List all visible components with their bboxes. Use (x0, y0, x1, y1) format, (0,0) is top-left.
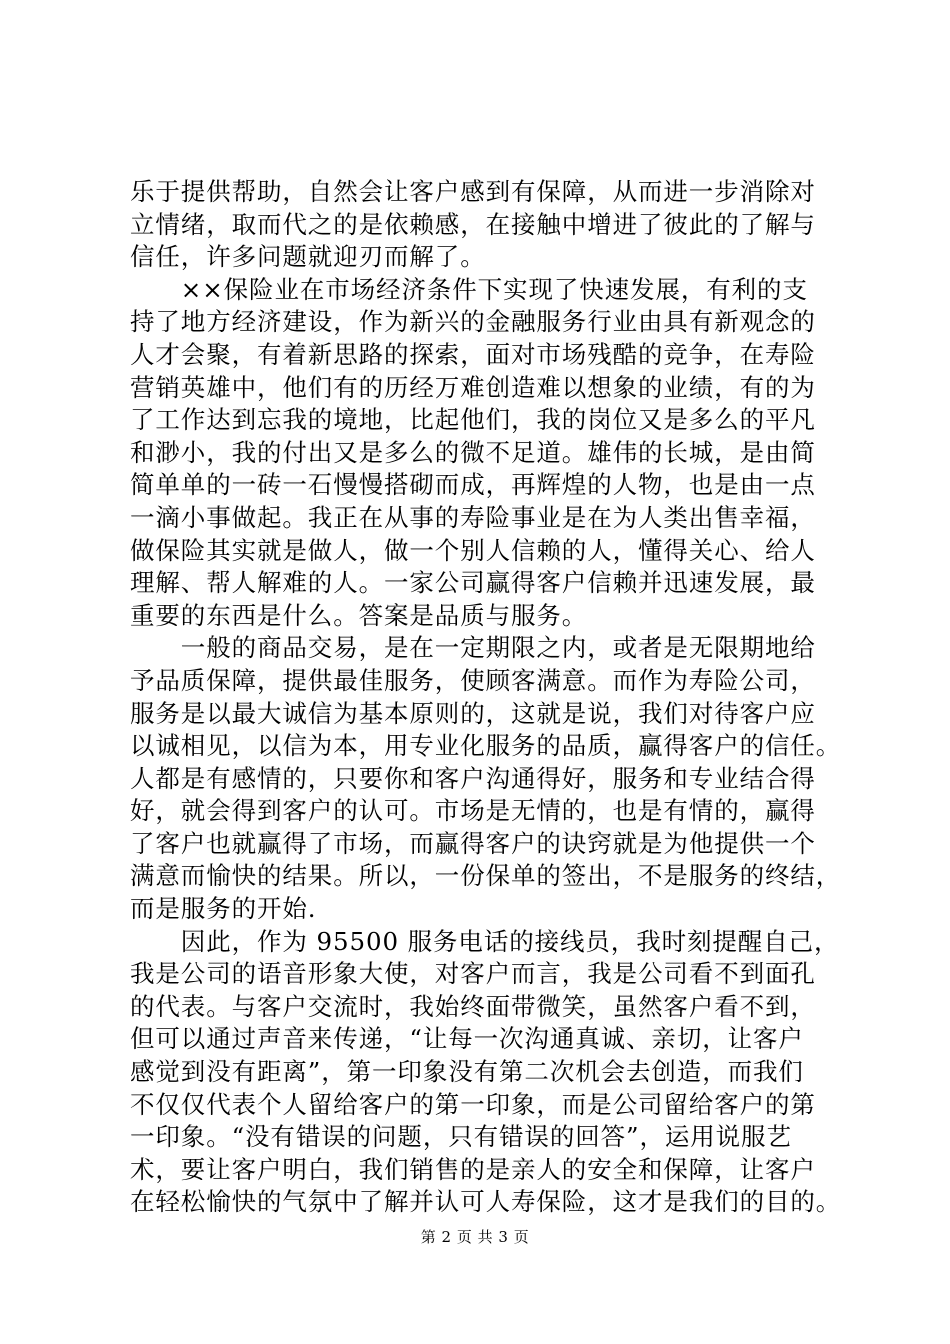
text-line: 满意而愉快的结果。所以，一份保单的签出，不是服务的终结， (130, 861, 842, 891)
page-footer (0, 1226, 950, 1247)
text-line: 做保险其实就是做人，做一个别人信赖的人，懂得关心、给人 (130, 535, 816, 565)
text-line: 和渺小，我的付出又是多么的微不足道。雄伟的长城，是由简 (130, 437, 816, 467)
text-line: 而是服务的开始. (130, 894, 317, 924)
body-text (130, 176, 842, 1219)
text-line: 好，就会得到客户的认可。市场是无情的，也是有情的，赢得 (130, 796, 816, 826)
text-line: 感觉到没有距离”，第一印象没有第二次机会去创造，而我们 (130, 1057, 804, 1087)
text-line: 乐于提供帮助，自然会让客户感到有保障，从而进一步消除对 (130, 177, 816, 206)
text-line: 术，要让客户明白，我们销售的是亲人的安全和保障，让客户 (130, 1154, 816, 1184)
text-line: 持了地方经济建设，作为新兴的金融服务行业由具有新观念的 (130, 307, 816, 337)
text-line: 我是公司的语音形象大使，对客户而言，我是公司看不到面孔 (130, 959, 816, 989)
text-line: 在轻松愉快的气氛中了解并认可人寿保险，这才是我们的目的。 (130, 1187, 842, 1217)
text-line: 一般的商品交易，是在一定期限之内，或者是无限期地给 (130, 633, 816, 663)
text-line: 立情绪，取而代之的是依赖感，在接触中增进了彼此的了解与 (130, 209, 816, 239)
text-line: 因此，作为 95500 服务电话的接线员，我时刻提醒自己， (130, 926, 840, 956)
text-line: 一滴小事做起。我正在从事的寿险事业是在为人类出售幸福， (130, 502, 816, 532)
text-line: 信任，许多问题就迎刃而解了。 (130, 242, 486, 272)
text-line: 的代表。与客户交流时，我始终面带微笑，虽然客户看不到， (130, 991, 816, 1021)
text-line: 了客户也就赢得了市场，而赢得客户的诀窍就是为他提供一个 (130, 828, 816, 858)
text-line: 予品质保障，提供最佳服务，使顾客满意。而作为寿险公司， (130, 665, 816, 695)
text-line: 人都是有感情的，只要你和客户沟通得好，服务和专业结合得 (130, 763, 816, 793)
text-line: 服务是以最大诚信为基本原则的，这就是说，我们对待客户应 (130, 698, 816, 728)
text-line: 以诚相见，以信为本，用专业化服务的品质，赢得客户的信任。 (130, 731, 842, 761)
text-line: 了工作达到忘我的境地，比起他们，我的岗位又是多么的平凡 (130, 405, 816, 435)
text-line: 营销英雄中，他们有的历经万难创造难以想象的业绩，有的为 (130, 372, 816, 402)
text-line: ××保险业在市场经济条件下实现了快速发展，有利的支 (130, 274, 808, 304)
text-line: 简单单的一砖一石慢慢搭砌而成，再辉煌的人物，也是由一点 (130, 470, 816, 500)
page-number-label: 第 2 页 共 3 页 (420, 1228, 530, 1246)
text-line: 不仅仅代表个人留给客户的第一印象，而是公司留给客户的第 (130, 1089, 816, 1119)
text-line: 一印象。“没有错误的问题，只有错误的回答”，运用说服艺 (130, 1122, 792, 1152)
text-line: 重要的东西是什么。答案是品质与服务。 (130, 600, 588, 630)
text-line: 但可以通过声音来传递，“让每一次沟通真诚、亲切，让客户 (130, 1024, 804, 1054)
text-line: 人才会聚，有着新思路的探索，面对市场残酷的竞争，在寿险 (130, 339, 816, 369)
text-line: 理解、帮人解难的人。一家公司赢得客户信赖并迅速发展，最 (130, 568, 816, 598)
